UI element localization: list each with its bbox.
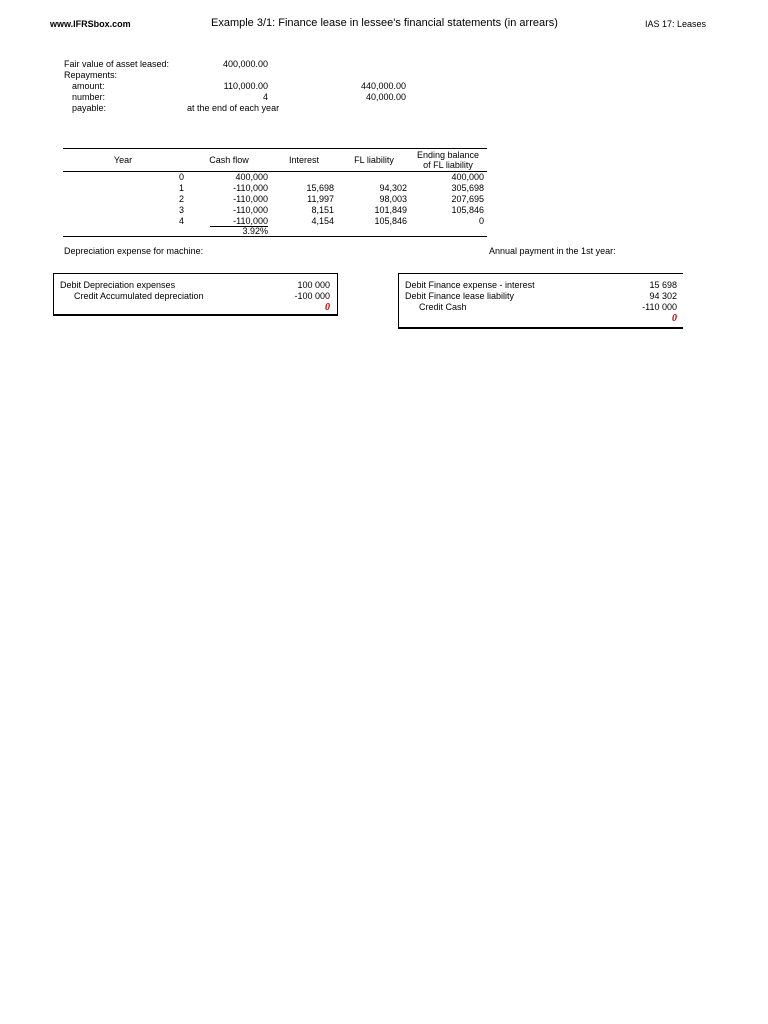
amount-total: 440,000.00 <box>360 81 406 91</box>
cell-cash-flow: -110,000 <box>233 194 268 204</box>
cell-fl-liability: 94,302 <box>379 183 407 193</box>
cell-interest: 4,154 <box>311 216 334 226</box>
table-bottom-border <box>63 236 487 237</box>
cell-fl-liability: 98,003 <box>379 194 407 204</box>
cell-ending-balance: 400,000 <box>451 172 484 182</box>
journal-amount: 15 698 <box>649 280 677 290</box>
standard-label: IAS 17: Leases <box>645 19 707 29</box>
cell-ending-balance: 207,695 <box>451 194 484 204</box>
journal-check-value: 0 <box>325 302 330 313</box>
cell-year: 1 <box>178 183 184 193</box>
payable-value: at the end of each year <box>187 103 280 113</box>
fair-value-value: 400,000.00 <box>222 59 268 69</box>
journal-account: Debit Depreciation expenses <box>60 280 176 290</box>
header-ending-balance-line1: Ending balance <box>416 150 480 160</box>
cell-year: 4 <box>178 216 184 226</box>
cell-ending-balance: 0 <box>478 216 484 226</box>
journal-amount: 94 302 <box>649 291 677 301</box>
header-cash-flow: Cash flow <box>209 155 249 165</box>
cell-interest: 8,151 <box>311 205 334 215</box>
payment-journal-box <box>398 273 683 329</box>
cell-interest: 15,698 <box>306 183 334 193</box>
website-label: www.IFRSbox.com <box>50 19 131 29</box>
cell-cash-flow: -110,000 <box>233 183 268 193</box>
annual-payment-label: Annual payment in the 1st year: <box>489 246 616 256</box>
page-title: Example 3/1: Finance lease in lessee's financial statements (in arrears) <box>211 17 558 29</box>
fair-value-label: Fair value of asset leased: <box>64 59 170 69</box>
journal-amount: -100 000 <box>294 291 330 301</box>
header-year: Year <box>113 155 133 165</box>
journal-account: Credit Accumulated depreciation <box>74 291 204 301</box>
header-fl-liability: FL liability <box>354 155 394 165</box>
journal-amount: 100 000 <box>297 280 330 290</box>
amount-value: 110,000.00 <box>223 81 268 91</box>
repayments-label: Repayments: <box>64 70 118 80</box>
irr-value: 3.92% <box>242 226 268 236</box>
table-top-border <box>63 148 487 149</box>
cell-year: 3 <box>178 205 184 215</box>
depreciation-label: Depreciation expense for machine: <box>64 246 204 256</box>
number-label: number: <box>72 92 106 102</box>
cell-year: 0 <box>178 172 184 182</box>
number-total: 40,000.00 <box>365 92 406 102</box>
cell-cash-flow: -110,000 <box>233 216 268 226</box>
journal-amount: -110 000 <box>642 302 677 312</box>
journal-account: Debit Finance lease liability <box>405 291 515 301</box>
header-ending-balance-line2: of FL liability <box>423 160 473 170</box>
cell-interest: 11,997 <box>307 194 334 204</box>
cell-ending-balance: 305,698 <box>451 183 484 193</box>
depreciation-journal-box <box>53 273 338 316</box>
cell-cash-flow: 400,000 <box>235 172 268 182</box>
cell-ending-balance: 105,846 <box>451 205 484 215</box>
header-interest: Interest <box>288 155 319 165</box>
cell-fl-liability: 105,846 <box>374 216 407 226</box>
cell-year: 2 <box>178 194 184 204</box>
amount-label: amount: <box>72 81 105 91</box>
payable-label: payable: <box>72 103 107 113</box>
journal-account: Debit Finance expense - interest <box>405 280 535 290</box>
cell-cash-flow: -110,000 <box>233 205 268 215</box>
header-ending-balance <box>410 150 486 170</box>
journal-check-value: 0 <box>672 313 677 324</box>
number-value: 4 <box>262 92 268 102</box>
cell-fl-liability: 101,849 <box>374 205 407 215</box>
journal-account: Credit Cash <box>419 302 467 312</box>
